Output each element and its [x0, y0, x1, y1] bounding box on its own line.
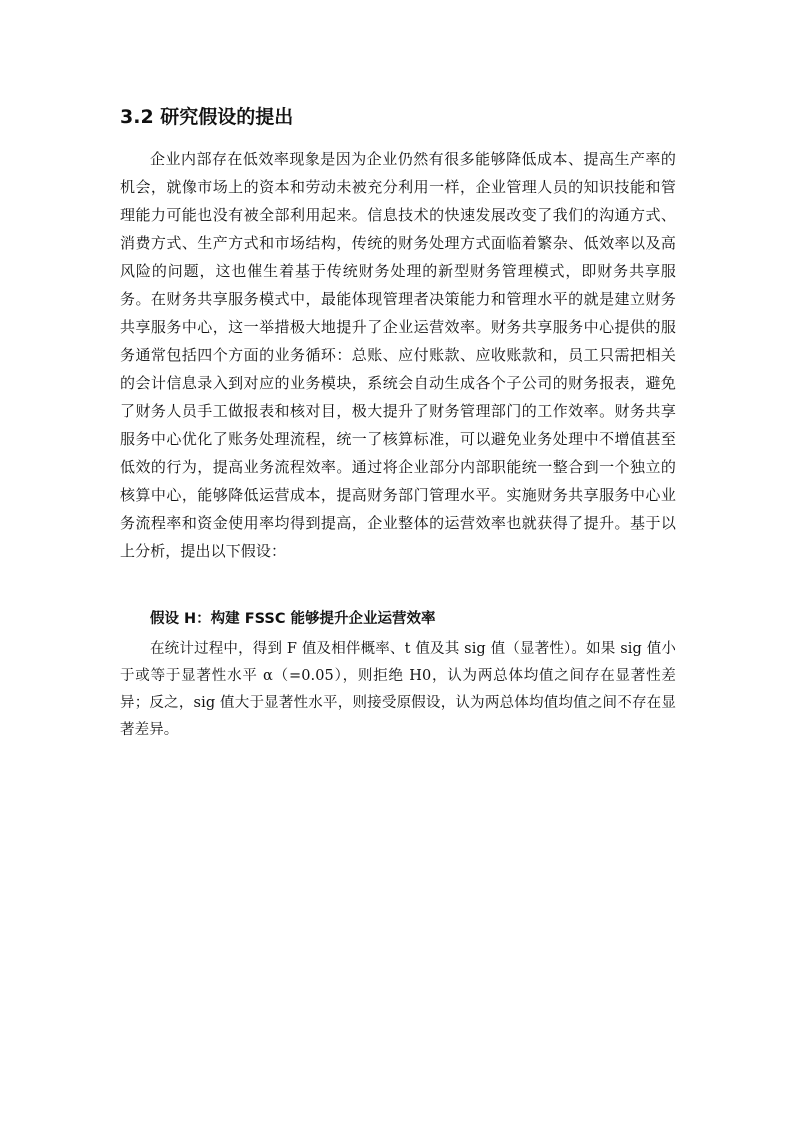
section-heading: 3.2 研究假设的提出: [120, 106, 294, 128]
hypothesis-statement: 假设 H：构建 FSSC 能够提升企业运营效率: [150, 611, 436, 627]
body-paragraph-background: 企业内部存在低效率现象是因为企业仍然有很多能够降低成本、提高生产率的机会，就像市场上的资本和劳动未被充分利用一样，企业管理人员的知识技能和管理能力可能也没有被全部利用起来。信息技术的快速发展改变了我们的沟通方式、消费方式、生产方式和市场结构，传统的财务处理方式面临着繁杂、低效率以及高风险的问题，这也催生着基于传统财务处理的新型财务管理模式，即财务共享服务。在财务共享服务模式中，最能体现管理者决策能力和管理水平的就是建立财务共享服务中心，这一举措极大地提升了企业运营效率。财务共享服务中心提供的服务通常包括四个方面的业务循环：总账、应付账款、应收账款和，员工只需把相关的会计信息录入到对应的业务模块，系统会自动生成各个子公司的财务报表，避免了财务人员手工做报表和核对目，极大提升了财务管理部门的工作效率。财务共享服务中心优化了账务处理流程，统一了核算标准，可以避免业务处理中不增值甚至低效的行为，提高业务流程效率。通过将企业部分内部职能统一整合到一个独立的核算中心，能够降低运营成本，提高财务部门管理水平。实施财务共享服务中心业务流程率和资金使用率均得到提高，企业整体的运营效率也就获得了提升。基于以上分析，提出以下假设：: [120, 150, 676, 560]
body-paragraph-statistics: 在统计过程中，得到 F 值及相伴概率、t 值及其 sig 值（显著性）。如果 sig 值小于或等于显著性水平 α（=0.05），则拒绝 H0，认为两总体均值之间存在显著性差异；反之，sig 值大于显著性水平，则接受原假设，认为两总体均值均值之间不存在显著差异。: [120, 641, 676, 738]
